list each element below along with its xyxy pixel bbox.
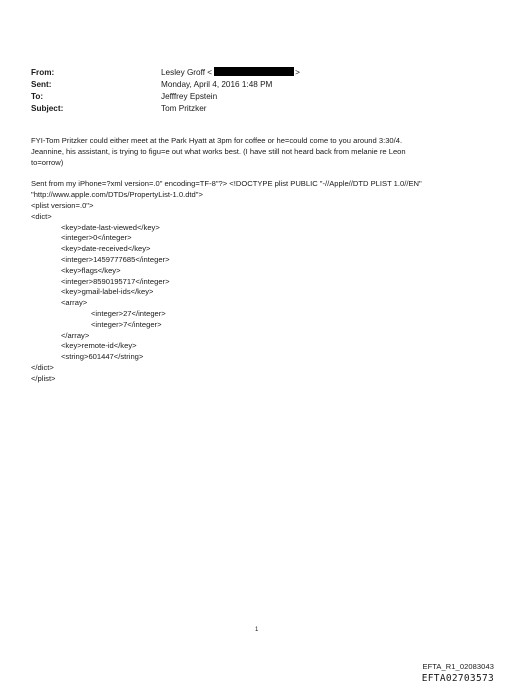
sent-row (31, 79, 471, 91)
email-body (31, 136, 476, 385)
subject-label: Subject: (31, 104, 64, 113)
plist-code-block (31, 179, 476, 384)
bates-id-secondary: EFTA02703573 (421, 673, 494, 684)
code-line: <key>date-last-viewed</key> (61, 222, 160, 232)
to-row (31, 91, 471, 103)
code-line: </dict> (31, 362, 54, 372)
code-line: <key>remote-id</key> (61, 341, 137, 351)
code-line: <integer>1459777685</integer> (61, 254, 170, 264)
from-label: From: (31, 68, 55, 77)
from-value (161, 67, 300, 79)
subject-row (31, 103, 471, 115)
code-line: <integer>7</integer> (91, 319, 162, 329)
from-suffix: > (295, 68, 300, 77)
message-line: Jeannine, his assistant, is trying to figu=e out what works best. (I have still not heard back from melanie re Leon (31, 146, 406, 156)
from-name: Lesley Groff < (161, 68, 213, 77)
code-line: <integer>27</integer> (91, 308, 166, 318)
to-value: Jefffrey Epstein (161, 92, 218, 101)
code-line: <integer>8590195717</integer> (61, 276, 170, 286)
email-header (31, 67, 471, 115)
sent-value: Monday, April 4, 2016 1:48 PM (161, 80, 273, 89)
code-line: <integer>0</integer> (61, 233, 132, 243)
from-row (31, 67, 471, 79)
code-line: </plist> (31, 373, 56, 383)
code-line: <key>gmail-label-ids</key> (61, 287, 154, 297)
sent-label: Sent: (31, 80, 52, 89)
code-line: <string>601447</string> (61, 352, 144, 362)
code-line: <array> (61, 298, 88, 308)
redaction-box (214, 67, 294, 76)
code-line: </array> (61, 330, 90, 340)
code-line: Sent from my iPhone=?xml version=.0" encoding=TF-8"?> <!DOCTYPE plist PUBLIC "-//Apple//DTD PLIST 1.0//EN" (31, 179, 422, 189)
code-line: <plist version=.0"> (31, 200, 94, 210)
bates-id-primary: EFTA_R1_02083043 (422, 662, 494, 671)
to-label: To: (31, 92, 44, 101)
page-number: 1 (255, 627, 259, 633)
code-line: <key>date-received</key> (61, 244, 151, 254)
code-line: <dict> (31, 211, 52, 221)
subject-value: Tom Pritzker (161, 104, 207, 113)
message-line: to=orrow) (31, 157, 64, 167)
message-line: FYI-Tom Pritzker could either meet at the Park Hyatt at 3pm for coffee or he=could come to you around 3:30/4. (31, 136, 403, 145)
code-line: "http://www.apple.com/DTDs/PropertyList-1.0.dtd"> (31, 190, 203, 200)
code-line: <key>flags</key> (61, 265, 121, 275)
message-paragraph (31, 136, 476, 168)
